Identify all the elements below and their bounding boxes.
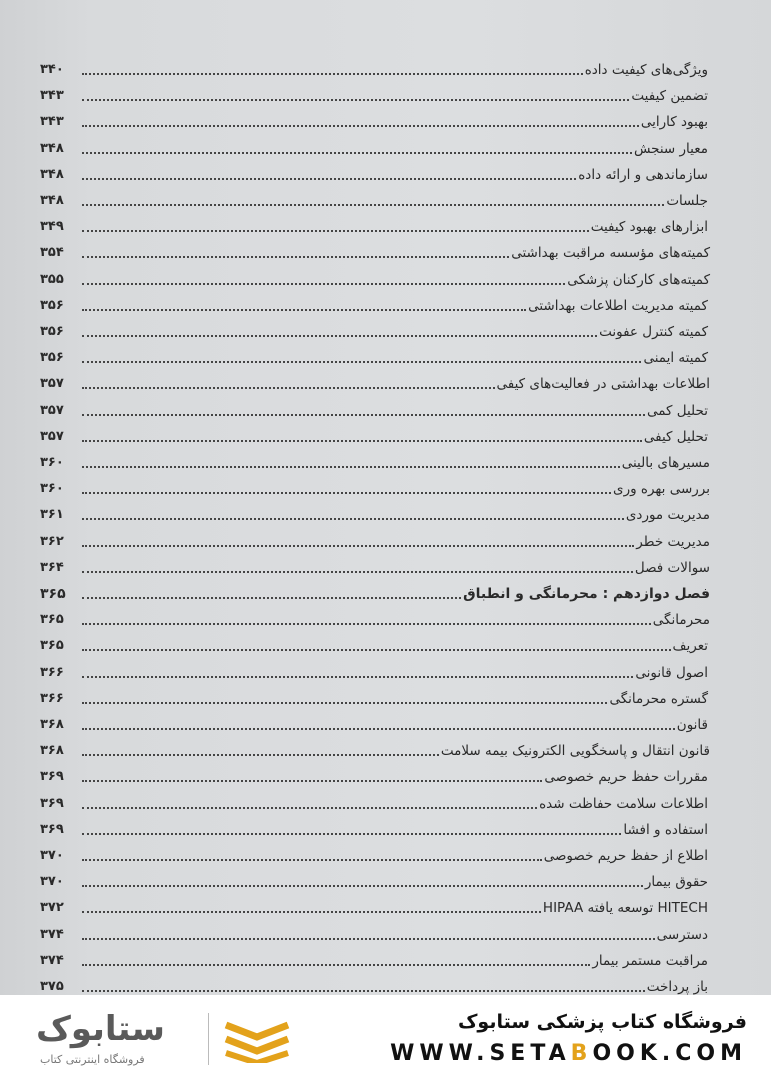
toc-entry xyxy=(40,843,710,865)
dot-leader xyxy=(82,203,664,206)
toc-entry-page: ۳۶۵ xyxy=(40,638,64,654)
toc-entry-title: تحلیل کمی xyxy=(646,402,708,419)
toc-entry xyxy=(40,660,710,682)
toc-entry-page: ۳۶۰ xyxy=(40,481,64,497)
toc-entry-title: مسیرهای بالینی xyxy=(621,455,710,471)
toc-entry-title: کمیته ایمنی xyxy=(643,350,708,367)
dot-leader xyxy=(82,98,629,101)
toc-entry-page: ۳۵۶ xyxy=(40,297,64,313)
dot-leader xyxy=(82,832,621,835)
toc-entry-title: ابزارهای بهبود کیفیت xyxy=(590,219,708,236)
toc-entry-title: فصل دوازدهم : محرمانگی و انطباق xyxy=(463,586,710,602)
toc-entry-title: استفاده و افشا xyxy=(623,821,708,838)
toc-entry xyxy=(40,267,710,289)
dot-leader xyxy=(82,282,565,285)
toc-entry-title: باز پرداخت xyxy=(646,979,708,995)
toc-entry xyxy=(40,83,710,105)
toc-entry-page: ۳۷۵ xyxy=(40,979,64,994)
toc-entry-title: بهبود کارایی xyxy=(640,114,708,131)
toc-entry-title: کمیته کنترل عفونت xyxy=(599,324,708,340)
toc-entry-page: ۳۷۰ xyxy=(40,874,64,890)
toc-entry-page: ۳۵۵ xyxy=(40,271,64,287)
toc-entry xyxy=(40,922,710,944)
dot-leader xyxy=(82,622,651,625)
toc-entry xyxy=(40,188,710,210)
toc-entry-page: ۳۶۵ xyxy=(40,586,66,602)
toc-entry-title: مدیریت موردی xyxy=(625,507,710,524)
toc-entry-page: ۳۶۶ xyxy=(40,664,64,680)
toc-entry-page: ۳۶۶ xyxy=(40,690,64,706)
dot-leader xyxy=(82,360,641,363)
dot-leader xyxy=(82,491,611,494)
dot-leader xyxy=(82,386,495,389)
toc-entry-page: ۳۴۸ xyxy=(40,166,64,182)
dot-leader xyxy=(82,255,509,258)
toc-entry xyxy=(40,974,710,995)
toc-entry xyxy=(40,555,710,577)
dot-leader xyxy=(82,517,624,520)
toc-entry-title: HITECH توسعه یافته HIPAA xyxy=(542,900,708,917)
dot-leader xyxy=(82,884,643,887)
toc-entry xyxy=(40,109,710,131)
dot-leader xyxy=(82,806,537,809)
toc-entry-page: ۳۴۰ xyxy=(40,62,64,77)
toc-entry-title: اطلاعات بهداشتی در فعالیت‌های کیفی xyxy=(496,376,710,393)
dot-leader xyxy=(82,779,542,782)
toc-entry xyxy=(40,136,710,158)
toc-entry-title: مدیریت خطر xyxy=(636,533,710,550)
toc-entry-title: محرمانگی xyxy=(652,612,710,629)
dot-leader xyxy=(82,334,597,337)
toc-entry xyxy=(40,738,710,760)
toc-entry-page: ۳۵۷ xyxy=(40,428,64,444)
toc-entry xyxy=(40,345,710,367)
dot-leader xyxy=(82,570,633,573)
dot-leader xyxy=(82,963,590,966)
toc-entry-title: قانون xyxy=(676,717,708,733)
toc-entry-page: ۳۶۹ xyxy=(40,769,64,785)
toc-entry xyxy=(40,502,710,524)
toc-entry-page: ۳۶۴ xyxy=(40,559,64,575)
toc-entry xyxy=(40,764,710,786)
toc-entry-page: ۳۷۲ xyxy=(40,900,64,916)
toc-entry-page: ۳۵۷ xyxy=(40,402,64,418)
toc-entry-title: قانون انتقال و پاسخگویی الکترونیک بیمه سلامت xyxy=(440,743,710,760)
toc-entry xyxy=(40,398,710,420)
dot-leader xyxy=(82,413,645,416)
dot-leader xyxy=(82,727,675,730)
dot-leader xyxy=(82,910,541,913)
toc-entry-page: ۳۶۱ xyxy=(40,507,64,523)
dot-leader xyxy=(82,439,642,442)
toc-entry-page: ۳۶۹ xyxy=(40,795,64,811)
toc-entry xyxy=(40,162,710,184)
toc-entry-page: ۳۶۸ xyxy=(40,717,64,732)
store-url[interactable] xyxy=(390,1041,747,1066)
toc-entry xyxy=(40,476,710,498)
store-banner xyxy=(0,995,771,1080)
dot-leader xyxy=(82,937,655,940)
dot-leader xyxy=(82,753,439,756)
dot-leader xyxy=(82,151,632,154)
dot-leader xyxy=(82,229,589,232)
toc-entry-title: سازماندهی و ارائه داده xyxy=(578,166,708,183)
dot-leader xyxy=(82,308,526,311)
toc-entry xyxy=(40,424,710,446)
dot-leader xyxy=(82,544,634,547)
toc-entry-page: ۳۷۴ xyxy=(40,926,64,942)
toc-entry xyxy=(40,712,710,734)
toc-entry-page: ۳۴۳ xyxy=(40,114,64,130)
toc-entry xyxy=(40,240,710,262)
toc-entry-title: کمیته مدیریت اطلاعات بهداشتی xyxy=(528,297,708,314)
toc-entry xyxy=(40,319,710,341)
toc-entry-title: گستره محرمانگی xyxy=(609,690,708,707)
dot-leader xyxy=(82,177,576,180)
toc-entry-page: ۳۴۳ xyxy=(40,88,64,104)
toc-entry xyxy=(40,895,710,917)
toc-entry xyxy=(40,214,710,236)
logo-wordmark: ستابوک xyxy=(36,1009,165,1049)
toc-entry-title: اطلاعات سلامت حفاظت شده xyxy=(539,795,708,812)
toc-entry-title: مراقبت مستمر بیمار xyxy=(592,952,708,969)
toc-entry-page: ۳۵۶ xyxy=(40,324,64,339)
dot-leader xyxy=(82,858,542,861)
toc-entry xyxy=(40,948,710,970)
toc-entry-title: بررسی بهره وری xyxy=(613,481,710,498)
toc-entry xyxy=(40,817,710,839)
toc-entry-title: مقررات حفظ حریم خصوصی xyxy=(544,769,708,786)
toc-entry xyxy=(40,450,710,472)
toc-entry xyxy=(40,791,710,813)
toc-entry-title: حقوق بیمار xyxy=(644,874,708,891)
dot-leader xyxy=(82,124,639,127)
toc-entry xyxy=(40,293,710,315)
dot-leader xyxy=(82,72,583,75)
toc-entry-page: ۳۵۶ xyxy=(40,350,64,366)
dot-leader xyxy=(82,648,671,651)
toc-entry xyxy=(40,371,710,393)
store-url-accent: B xyxy=(570,1041,593,1066)
toc-entry-title: ویژگی‌های کیفیت داده xyxy=(584,62,708,78)
toc-entry xyxy=(40,607,710,629)
toc-entry-page: ۳۶۲ xyxy=(40,533,64,549)
store-url-part1: WWW.SETA xyxy=(390,1041,571,1066)
toc-entry-page: ۳۴۸ xyxy=(40,193,64,208)
toc-entry-title: کمیته‌های کارکنان پزشکی xyxy=(567,271,710,288)
toc-entry-page: ۳۶۹ xyxy=(40,821,64,837)
toc-entry-title: تحلیل کیفی xyxy=(643,428,708,445)
toc-entry-title: معیار سنجش xyxy=(633,140,708,157)
toc-entry-page: ۳۴۹ xyxy=(40,219,64,235)
toc-entry xyxy=(40,633,710,655)
toc-entry-title: دسترسی xyxy=(656,926,708,943)
toc-entry xyxy=(40,57,710,79)
toc-entry xyxy=(40,529,710,551)
dot-leader xyxy=(82,675,633,678)
toc-entry-title: جلسات xyxy=(666,193,708,209)
toc-entry-title: سوالات فصل xyxy=(634,559,710,576)
toc-entry-page: ۳۵۴ xyxy=(40,245,64,261)
toc-entry-title: تضمین کیفیت xyxy=(631,88,708,105)
toc-entry-title: اصول قانونی xyxy=(635,664,708,681)
toc-entry xyxy=(40,869,710,891)
toc-entry-page: ۳۶۵ xyxy=(40,612,64,628)
toc-entry-title: کمیته‌های مؤسسه مراقبت بهداشتی xyxy=(511,245,710,262)
chapter-heading xyxy=(40,581,710,603)
toc-entry-page: ۳۶۸ xyxy=(40,743,64,759)
toc-entry xyxy=(40,686,710,708)
store-url-part2: OOK.COM xyxy=(592,1041,747,1066)
toc-entry-page: ۳۴۸ xyxy=(40,140,64,156)
toc-entry-title: تعریف xyxy=(672,638,708,655)
dot-leader xyxy=(82,989,645,992)
logo-divider xyxy=(208,1013,209,1065)
dot-leader xyxy=(82,465,620,468)
toc-entry-page: ۳۷۰ xyxy=(40,848,64,863)
store-name: فروشگاه کتاب پزشکی ستابوک xyxy=(457,1011,747,1033)
toc-entry-page: ۳۶۰ xyxy=(40,455,64,470)
toc-entry-page: ۳۵۷ xyxy=(40,376,64,392)
dot-leader xyxy=(82,596,461,599)
toc-entry-title: اطلاع از حفظ حریم خصوصی xyxy=(543,848,708,864)
toc-entry-page: ۳۷۴ xyxy=(40,952,64,968)
logo-tagline: فروشگاه اینترنتی کتاب xyxy=(40,1053,145,1066)
book-logo-icon xyxy=(222,1017,292,1063)
dot-leader xyxy=(82,701,607,704)
